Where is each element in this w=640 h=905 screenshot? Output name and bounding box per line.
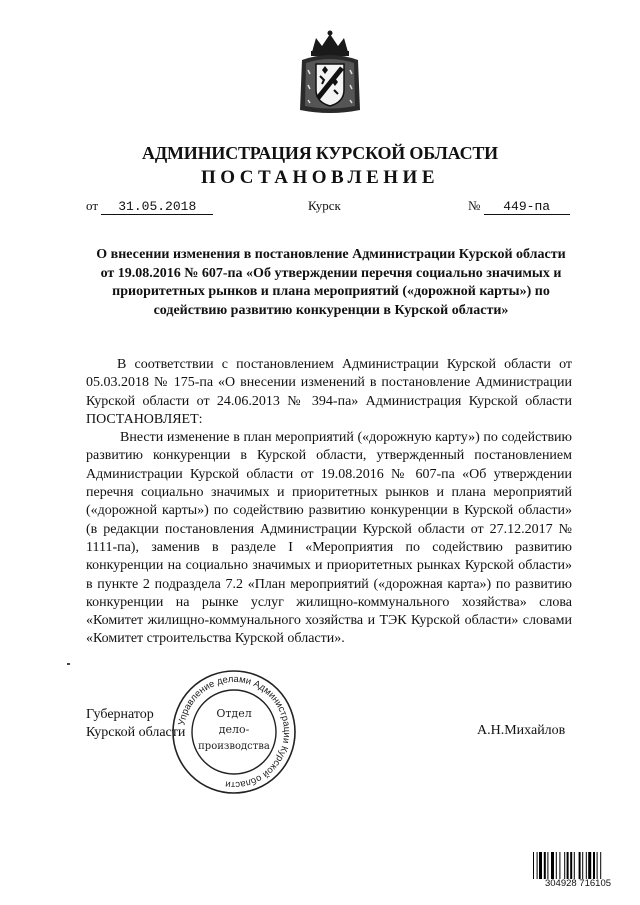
kursk-coat-of-arms-icon: [298, 30, 362, 116]
stamp-line-1: Отдел: [216, 707, 252, 720]
document-body: [86, 356, 572, 649]
stamp-line-2: дело-: [218, 723, 250, 736]
date-value: 31.05.2018: [101, 199, 213, 215]
stamp-line-3: производства: [198, 741, 270, 752]
position-line-1: Губернатор: [86, 707, 154, 722]
barcode-number: 304928 716105: [532, 879, 624, 889]
city-name: Курск: [308, 198, 341, 213]
position-line-2: Курской области: [86, 725, 186, 740]
document-type: ПОСТАНОВЛЕНИЕ: [200, 167, 440, 188]
date-field: [86, 198, 213, 215]
number-value: 449-па: [484, 199, 570, 215]
margin-mark: [67, 663, 70, 665]
number-field: [468, 198, 570, 215]
body-paragraph-2: Внести изменение в план мероприятий («дорожную карту») по содействию развитию конкуренции в Курской области, утвержденный постановлением Администрации Курской области от 19.08.2016 № 607-па «Об утверждении перечня социально значимых и приоритетных рынков и плана мероприятий («дорожной карты») по содействию развитию конкуренции в Курской области» (в редакции постановления Администрации Курской области от 27.12.2017 № 1111-па), заменив в разделе I «Мероприятия по содействию развитию конкуренции на социально значимых и приоритетных рынках Курской области» в пункте 2 подраздела 7.2 «План мероприятий («дорожная карта») по развитию конкуренции на рынке услуг жилищно-коммунального хозяйства» слова «Комитет жилищно-коммунального хозяйства и ТЭК Курской области» словами «Комитет строительства Курской области».: [86, 430, 572, 647]
signatory-name: А.Н.Михайлов: [477, 723, 566, 738]
round-stamp-icon: [170, 669, 298, 795]
stamp-ring-text: Управление делами Администрации Курской области: [176, 673, 293, 791]
body-paragraph-1: В соответствии с постановлением Администрации Курской области от 05.03.2018 № 175-па «О внесении изменений в постановление Администрации Курской области от 24.06.2013 № 394-па» Администрация Курской области ПОСТАНОВЛЯЕТ:: [86, 357, 572, 427]
number-prefix: №: [468, 198, 481, 213]
date-prefix: от: [86, 198, 99, 213]
document-subject: О внесении изменения в постановление Администрации Курской области от 19.08.2016 № 607-па «Об утверждении перечня социально значимых и приоритетных рынков и плана мероприятий («дорожной карты») по содействию развитию конкуренции в Курской области»: [96, 247, 566, 318]
organization-title: АДМИНИСТРАЦИЯ КУРСКОЙ ОБЛАСТИ: [142, 143, 498, 163]
